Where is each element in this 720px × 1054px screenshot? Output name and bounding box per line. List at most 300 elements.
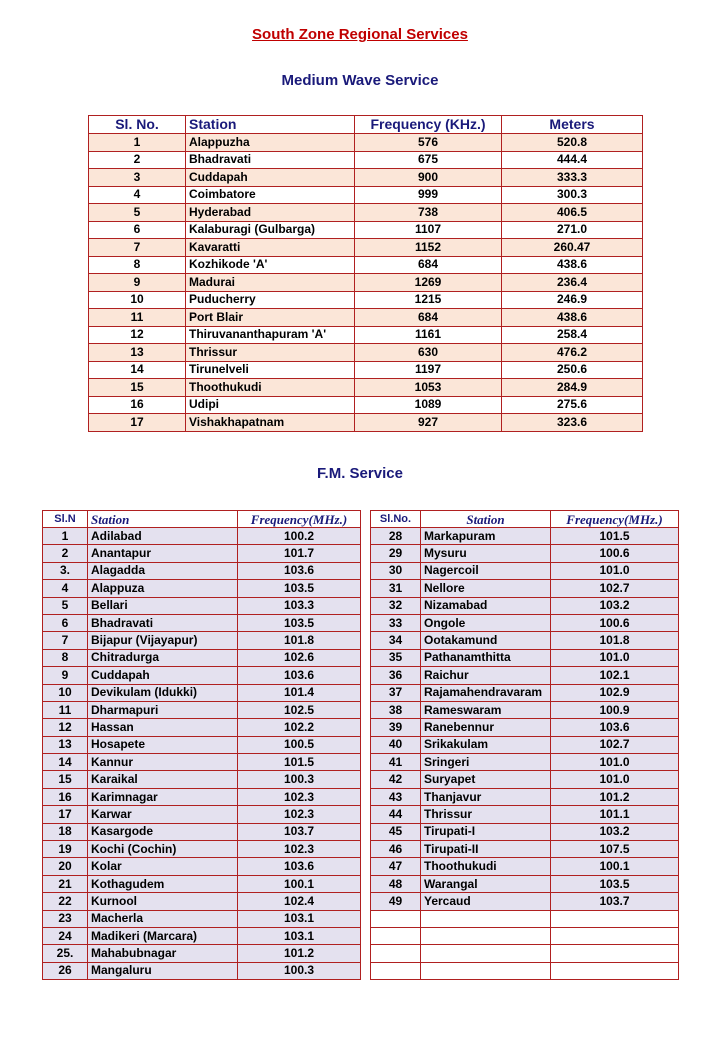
cell-frequency: 101.0: [551, 771, 679, 788]
cell-frequency: 101.2: [238, 945, 361, 962]
table-row: [43, 684, 361, 701]
cell-station: Ranebennur: [421, 719, 551, 736]
cell-frequency: 1269: [355, 274, 502, 292]
cell-frequency: 103.3: [238, 597, 361, 614]
table-row: [89, 274, 643, 292]
page-title: [0, 26, 720, 43]
cell-frequency: 103.1: [238, 910, 361, 927]
table-row: [89, 309, 643, 327]
cell-sl-no: 9: [89, 274, 186, 292]
cell-sl-no: 16: [43, 788, 88, 805]
cell-frequency: 100.1: [551, 858, 679, 875]
table-row: [43, 580, 361, 597]
cell-station: Devikulam (Idukki): [88, 684, 238, 701]
cell-meters: 520.8: [502, 134, 643, 152]
cell-station: Thiruvananthapuram 'A': [186, 326, 355, 344]
cell-meters: 236.4: [502, 274, 643, 292]
cell-station: Anantapur: [88, 545, 238, 562]
column-header-meters: Meters: [502, 116, 643, 134]
cell-station: Kavaratti: [186, 239, 355, 257]
cell-sl-no: 35: [371, 649, 421, 666]
table-row: [89, 361, 643, 379]
cell-sl-no: 9: [43, 667, 88, 684]
table-row: [371, 754, 679, 771]
cell-sl-no: 3.: [43, 562, 88, 579]
table-row: [89, 256, 643, 274]
cell-station: Rameswaram: [421, 701, 551, 718]
column-header-station: Station: [186, 116, 355, 134]
table-row: [89, 414, 643, 432]
fm-table-right: [370, 510, 679, 980]
table-row: [43, 841, 361, 858]
cell-frequency: 107.5: [551, 841, 679, 858]
cell-station: Thanjavur: [421, 788, 551, 805]
column-header-frequency: Frequency(MHz.): [551, 511, 679, 528]
cell-station: [421, 910, 551, 927]
table-row: [89, 396, 643, 414]
cell-station: [421, 962, 551, 979]
cell-station: Bhadravati: [186, 151, 355, 169]
cell-frequency: 101.5: [238, 754, 361, 771]
cell-sl-no: 7: [43, 632, 88, 649]
cell-station: Bellari: [88, 597, 238, 614]
cell-station: Coimbatore: [186, 186, 355, 204]
cell-frequency: 101.1: [551, 806, 679, 823]
cell-sl-no: 33: [371, 614, 421, 631]
cell-station: Puducherry: [186, 291, 355, 309]
cell-station: Kurnool: [88, 893, 238, 910]
cell-frequency: 630: [355, 344, 502, 362]
cell-sl-no: [371, 927, 421, 944]
cell-station: Mangaluru: [88, 962, 238, 979]
table-row: [371, 614, 679, 631]
cell-station: Karimnagar: [88, 788, 238, 805]
table-row: [43, 788, 361, 805]
cell-station: Nagercoil: [421, 562, 551, 579]
cell-frequency: 102.7: [551, 580, 679, 597]
cell-frequency: 101.7: [238, 545, 361, 562]
table-row: [43, 771, 361, 788]
cell-sl-no: 29: [371, 545, 421, 562]
table-row: [43, 875, 361, 892]
cell-sl-no: 11: [89, 309, 186, 327]
table-row: [89, 326, 643, 344]
cell-meters: 275.6: [502, 396, 643, 414]
table-row: [43, 927, 361, 944]
cell-frequency: 101.0: [551, 649, 679, 666]
cell-frequency: 102.4: [238, 893, 361, 910]
table-row: [371, 545, 679, 562]
cell-frequency: 684: [355, 309, 502, 327]
cell-station: Macherla: [88, 910, 238, 927]
cell-frequency: 100.3: [238, 962, 361, 979]
cell-sl-no: 5: [89, 204, 186, 222]
cell-station: Alagadda: [88, 562, 238, 579]
cell-frequency: 999: [355, 186, 502, 204]
cell-sl-no: 37: [371, 684, 421, 701]
fm-section-title: F.M. Service: [317, 465, 403, 482]
cell-station: Kothagudem: [88, 875, 238, 892]
cell-frequency: 102.3: [238, 841, 361, 858]
cell-station: Sringeri: [421, 754, 551, 771]
cell-sl-no: 6: [43, 614, 88, 631]
cell-meters: 258.4: [502, 326, 643, 344]
cell-meters: 476.2: [502, 344, 643, 362]
table-row: [43, 719, 361, 736]
column-header-frequency: Frequency (KHz.): [355, 116, 502, 134]
table-row: [371, 927, 679, 944]
table-row: [371, 667, 679, 684]
medium-wave-table: [88, 115, 643, 432]
cell-station: Hassan: [88, 719, 238, 736]
cell-station: Karwar: [88, 806, 238, 823]
cell-meters: 250.6: [502, 361, 643, 379]
table-row: [43, 962, 361, 979]
cell-station: Cuddapah: [186, 169, 355, 187]
table-row: [43, 597, 361, 614]
cell-station: Chitradurga: [88, 649, 238, 666]
cell-frequency: 1089: [355, 396, 502, 414]
table-row: [89, 134, 643, 152]
cell-meters: 300.3: [502, 186, 643, 204]
cell-frequency: 576: [355, 134, 502, 152]
cell-sl-no: 41: [371, 754, 421, 771]
cell-frequency: 927: [355, 414, 502, 432]
cell-frequency: 1053: [355, 379, 502, 397]
table-row: [43, 614, 361, 631]
cell-frequency: 102.3: [238, 806, 361, 823]
cell-meters: 444.4: [502, 151, 643, 169]
cell-station: Warangal: [421, 875, 551, 892]
table-row: [371, 823, 679, 840]
cell-frequency: 102.1: [551, 667, 679, 684]
cell-station: Thrissur: [421, 806, 551, 823]
cell-station: Markapuram: [421, 528, 551, 545]
table-row: [371, 632, 679, 649]
cell-sl-no: 36: [371, 667, 421, 684]
table-row: [89, 204, 643, 222]
cell-station: Cuddapah: [88, 667, 238, 684]
cell-sl-no: 1: [89, 134, 186, 152]
cell-station: Karaikal: [88, 771, 238, 788]
cell-station: Kasargode: [88, 823, 238, 840]
cell-station: Madikeri (Marcara): [88, 927, 238, 944]
cell-frequency: 103.6: [551, 719, 679, 736]
table-row: [89, 379, 643, 397]
cell-frequency: 1197: [355, 361, 502, 379]
table-row: [43, 701, 361, 718]
cell-sl-no: 3: [89, 169, 186, 187]
cell-sl-no: 15: [89, 379, 186, 397]
cell-station: Udipi: [186, 396, 355, 414]
cell-station: [421, 945, 551, 962]
cell-station: Ongole: [421, 614, 551, 631]
table-row: [43, 667, 361, 684]
cell-frequency: 101.0: [551, 562, 679, 579]
cell-sl-no: 14: [43, 754, 88, 771]
cell-station: Tirupati-I: [421, 823, 551, 840]
table-row: [89, 186, 643, 204]
cell-sl-no: 6: [89, 221, 186, 239]
cell-frequency: 100.1: [238, 875, 361, 892]
cell-station: Kozhikode 'A': [186, 256, 355, 274]
cell-meters: 260.47: [502, 239, 643, 257]
table-row: [43, 823, 361, 840]
cell-frequency: 101.2: [551, 788, 679, 805]
table-row: [371, 875, 679, 892]
table-row: [371, 597, 679, 614]
cell-station: Rajamahendravaram: [421, 684, 551, 701]
column-header-frequency: Frequency(MHz.): [238, 511, 361, 528]
cell-sl-no: 7: [89, 239, 186, 257]
cell-frequency: 100.6: [551, 614, 679, 631]
cell-frequency: 103.2: [551, 823, 679, 840]
table-row: [371, 736, 679, 753]
cell-sl-no: 11: [43, 701, 88, 718]
table-row: [89, 151, 643, 169]
cell-station: Thoothukudi: [186, 379, 355, 397]
cell-station: Hyderabad: [186, 204, 355, 222]
cell-station: Srikakulam: [421, 736, 551, 753]
cell-sl-no: 10: [43, 684, 88, 701]
cell-station: Dharmapuri: [88, 701, 238, 718]
cell-sl-no: 49: [371, 893, 421, 910]
cell-meters: 284.9: [502, 379, 643, 397]
cell-station: Tirupati-II: [421, 841, 551, 858]
cell-sl-no: 34: [371, 632, 421, 649]
cell-frequency: 102.9: [551, 684, 679, 701]
cell-sl-no: 8: [89, 256, 186, 274]
table-row: [371, 962, 679, 979]
cell-station: [421, 927, 551, 944]
cell-frequency: 684: [355, 256, 502, 274]
cell-station: Kannur: [88, 754, 238, 771]
cell-sl-no: 8: [43, 649, 88, 666]
cell-sl-no: 20: [43, 858, 88, 875]
column-header-station: Station: [421, 511, 551, 528]
cell-frequency: [551, 927, 679, 944]
cell-frequency: 103.6: [238, 562, 361, 579]
cell-frequency: 100.5: [238, 736, 361, 753]
cell-frequency: 103.2: [551, 597, 679, 614]
cell-sl-no: 5: [43, 597, 88, 614]
cell-sl-no: 44: [371, 806, 421, 823]
cell-frequency: 1215: [355, 291, 502, 309]
cell-station: Pathanamthitta: [421, 649, 551, 666]
cell-station: Kolar: [88, 858, 238, 875]
table-row: [43, 632, 361, 649]
cell-station: Port Blair: [186, 309, 355, 327]
cell-sl-no: 25.: [43, 945, 88, 962]
table-row: [89, 344, 643, 362]
cell-station: Hosapete: [88, 736, 238, 753]
cell-frequency: 102.5: [238, 701, 361, 718]
cell-station: Thoothukudi: [421, 858, 551, 875]
cell-sl-no: 42: [371, 771, 421, 788]
cell-sl-no: 18: [43, 823, 88, 840]
table-row: [89, 169, 643, 187]
table-header-row: [89, 116, 643, 134]
table-row: [371, 719, 679, 736]
cell-sl-no: 12: [89, 326, 186, 344]
table-row: [371, 580, 679, 597]
cell-station: Nellore: [421, 580, 551, 597]
cell-frequency: 101.0: [551, 754, 679, 771]
cell-sl-no: 30: [371, 562, 421, 579]
cell-sl-no: 28: [371, 528, 421, 545]
cell-sl-no: 48: [371, 875, 421, 892]
table-row: [371, 528, 679, 545]
cell-frequency: 101.8: [551, 632, 679, 649]
cell-station: Mahabubnagar: [88, 945, 238, 962]
cell-meters: 271.0: [502, 221, 643, 239]
table-row: [371, 945, 679, 962]
cell-frequency: 103.6: [238, 858, 361, 875]
cell-frequency: 900: [355, 169, 502, 187]
table-row: [43, 528, 361, 545]
cell-sl-no: [371, 962, 421, 979]
cell-meters: 246.9: [502, 291, 643, 309]
table-row: [371, 858, 679, 875]
table-row: [89, 221, 643, 239]
cell-station: Thrissur: [186, 344, 355, 362]
cell-sl-no: 32: [371, 597, 421, 614]
table-row: [371, 910, 679, 927]
cell-sl-no: 47: [371, 858, 421, 875]
cell-station: Tirunelveli: [186, 361, 355, 379]
cell-frequency: 675: [355, 151, 502, 169]
cell-sl-no: 17: [89, 414, 186, 432]
table-row: [371, 649, 679, 666]
column-header-sl-no: Sl.N: [43, 511, 88, 528]
cell-sl-no: 10: [89, 291, 186, 309]
table-row: [89, 291, 643, 309]
cell-sl-no: 13: [89, 344, 186, 362]
column-header-sl-no: Sl. No.: [89, 116, 186, 134]
cell-frequency: 103.5: [238, 580, 361, 597]
cell-frequency: 1152: [355, 239, 502, 257]
cell-sl-no: 2: [43, 545, 88, 562]
table-row: [89, 239, 643, 257]
cell-sl-no: 13: [43, 736, 88, 753]
cell-station: Adilabad: [88, 528, 238, 545]
cell-frequency: [551, 945, 679, 962]
cell-sl-no: 26: [43, 962, 88, 979]
cell-frequency: 102.7: [551, 736, 679, 753]
cell-sl-no: [371, 945, 421, 962]
cell-frequency: 102.2: [238, 719, 361, 736]
table-row: [43, 754, 361, 771]
cell-frequency: 100.2: [238, 528, 361, 545]
cell-frequency: 103.6: [238, 667, 361, 684]
table-row: [371, 701, 679, 718]
cell-frequency: 1161: [355, 326, 502, 344]
cell-frequency: 100.9: [551, 701, 679, 718]
cell-sl-no: 39: [371, 719, 421, 736]
cell-sl-no: 4: [43, 580, 88, 597]
cell-frequency: 103.5: [238, 614, 361, 631]
table-header-row: [43, 511, 361, 528]
fm-table-left: [42, 510, 361, 980]
cell-sl-no: 31: [371, 580, 421, 597]
cell-station: Vishakhapatnam: [186, 414, 355, 432]
cell-sl-no: 16: [89, 396, 186, 414]
table-row: [43, 945, 361, 962]
cell-meters: 323.6: [502, 414, 643, 432]
cell-station: Yercaud: [421, 893, 551, 910]
column-header-sl-no: Sl.No.: [371, 511, 421, 528]
table-row: [43, 649, 361, 666]
table-row: [43, 858, 361, 875]
table-row: [43, 562, 361, 579]
cell-frequency: 101.8: [238, 632, 361, 649]
cell-frequency: 103.7: [238, 823, 361, 840]
table-row: [43, 806, 361, 823]
table-row: [371, 562, 679, 579]
cell-sl-no: 24: [43, 927, 88, 944]
cell-meters: 406.5: [502, 204, 643, 222]
cell-sl-no: 19: [43, 841, 88, 858]
column-header-station: Station: [88, 511, 238, 528]
table-row: [371, 841, 679, 858]
cell-station: Alappuza: [88, 580, 238, 597]
cell-sl-no: 21: [43, 875, 88, 892]
cell-sl-no: 23: [43, 910, 88, 927]
cell-frequency: 103.7: [551, 893, 679, 910]
cell-frequency: [551, 962, 679, 979]
cell-sl-no: 22: [43, 893, 88, 910]
cell-station: Nizamabad: [421, 597, 551, 614]
table-row: [371, 684, 679, 701]
cell-sl-no: [371, 910, 421, 927]
cell-sl-no: 14: [89, 361, 186, 379]
table-row: [371, 893, 679, 910]
cell-sl-no: 12: [43, 719, 88, 736]
table-row: [43, 893, 361, 910]
table-row: [371, 806, 679, 823]
table-row: [43, 910, 361, 927]
cell-sl-no: 17: [43, 806, 88, 823]
table-row: [43, 545, 361, 562]
cell-sl-no: 2: [89, 151, 186, 169]
table-row: [43, 736, 361, 753]
cell-station: Ootakamund: [421, 632, 551, 649]
cell-meters: 438.6: [502, 309, 643, 327]
cell-sl-no: 46: [371, 841, 421, 858]
cell-sl-no: 45: [371, 823, 421, 840]
cell-meters: 333.3: [502, 169, 643, 187]
cell-frequency: 1107: [355, 221, 502, 239]
cell-frequency: 100.3: [238, 771, 361, 788]
cell-station: Bhadravati: [88, 614, 238, 631]
cell-meters: 438.6: [502, 256, 643, 274]
cell-sl-no: 43: [371, 788, 421, 805]
cell-station: Mysuru: [421, 545, 551, 562]
table-row: [371, 788, 679, 805]
cell-frequency: 100.6: [551, 545, 679, 562]
table-header-row: [371, 511, 679, 528]
cell-station: Kalaburagi (Gulbarga): [186, 221, 355, 239]
cell-frequency: 101.5: [551, 528, 679, 545]
cell-frequency: 102.6: [238, 649, 361, 666]
cell-station: Madurai: [186, 274, 355, 292]
cell-station: Suryapet: [421, 771, 551, 788]
cell-frequency: 101.4: [238, 684, 361, 701]
cell-frequency: [551, 910, 679, 927]
cell-station: Alappuzha: [186, 134, 355, 152]
mw-section-title: Medium Wave Service: [281, 72, 439, 89]
page-title-text: South Zone Regional Services: [252, 26, 468, 43]
